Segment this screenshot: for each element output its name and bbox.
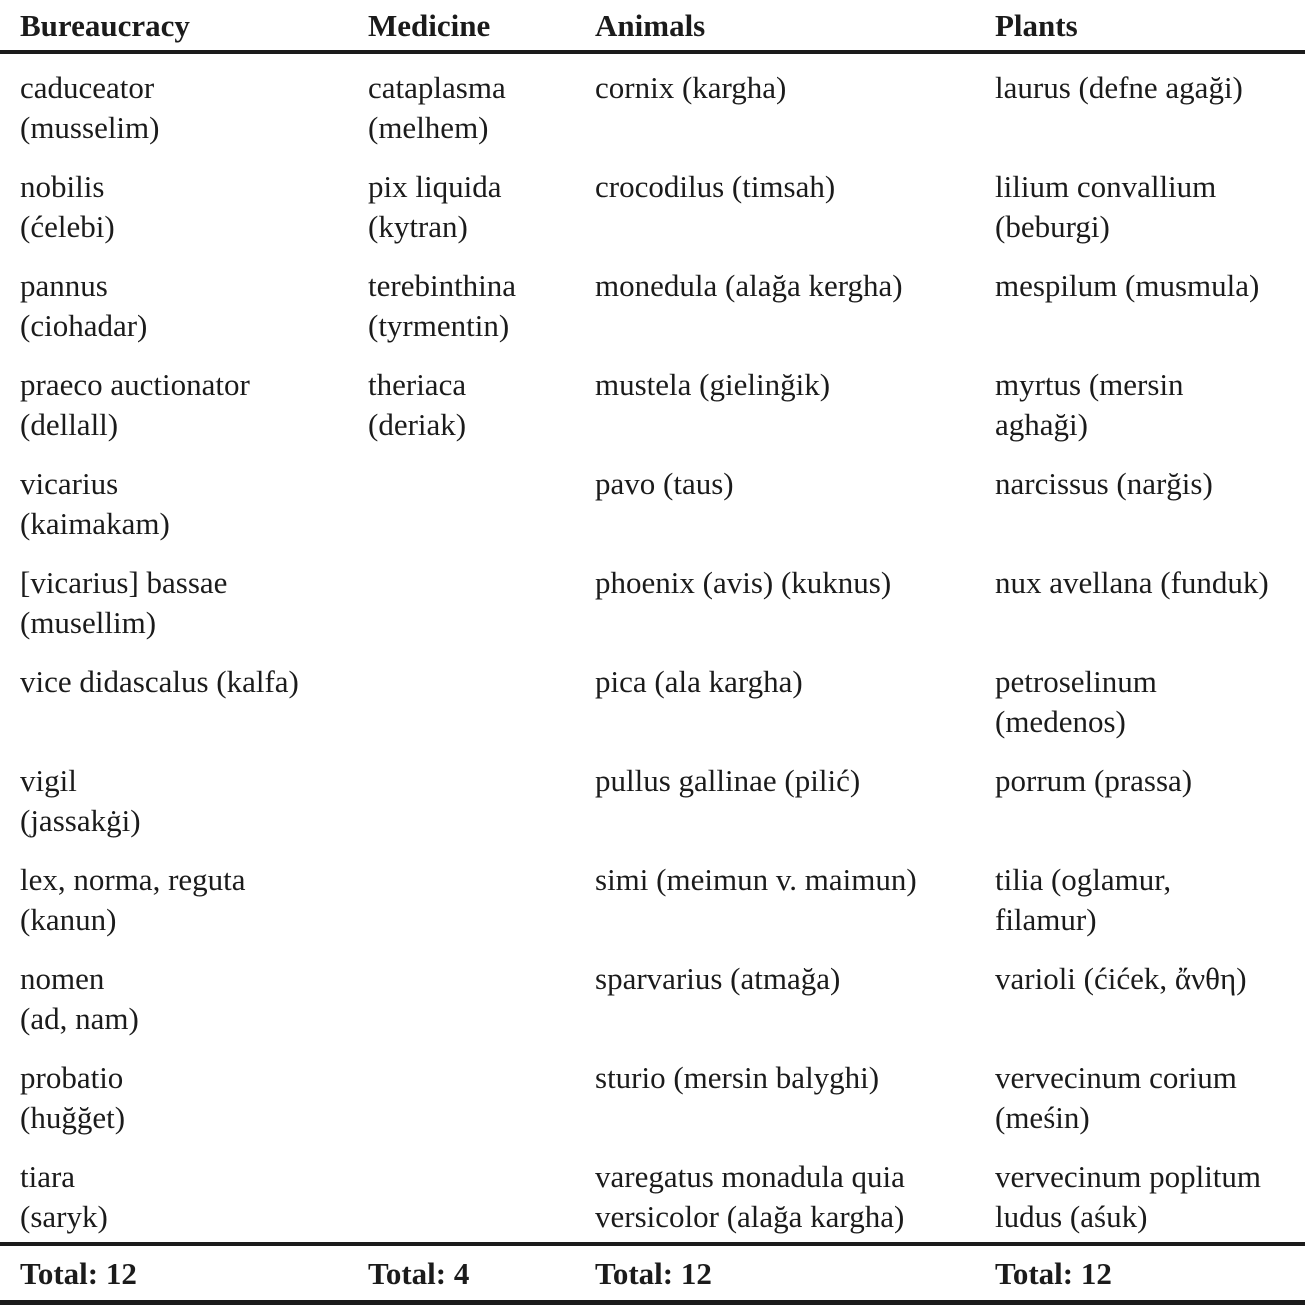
table-row <box>0 1044 1305 1143</box>
column-header-plants: Plants <box>995 8 1078 43</box>
cell-line: nobilis <box>20 169 105 204</box>
cell-line: vice didascalus (kalfa) <box>20 664 299 699</box>
cell-line: pavo (taus) <box>595 466 734 501</box>
table-cell <box>595 1157 995 1237</box>
total-cell-plants: Total: 12 <box>995 1256 1112 1291</box>
cell-line: pannus <box>20 268 108 303</box>
cell-line: nomen <box>20 961 105 996</box>
table-cell <box>595 1058 995 1098</box>
table-cell <box>995 662 1305 742</box>
cell-line: varegatus monadula quia <box>595 1159 905 1194</box>
table-header-row <box>0 0 1305 54</box>
table-cell <box>995 1157 1305 1237</box>
cell-line: mespilum (musmula) <box>995 268 1260 303</box>
total-cell-bureaucracy: Total: 12 <box>20 1256 137 1291</box>
cell-line: vicarius <box>20 466 119 501</box>
cell-line: (ćelebi) <box>20 209 115 244</box>
cell-line: probatio <box>20 1060 124 1095</box>
cell-line: porrum (prassa) <box>995 763 1193 798</box>
table-cell <box>368 266 595 346</box>
table-cell <box>995 860 1305 940</box>
cell-line: (meśin) <box>995 1100 1090 1135</box>
cell-line: (ad, nam) <box>20 1001 139 1036</box>
cell-line: vervecinum corium <box>995 1060 1237 1095</box>
total-cell-medicine: Total: 4 <box>368 1256 470 1291</box>
cell-line: praeco auctionator <box>20 367 250 402</box>
table-row <box>0 846 1305 945</box>
cell-line: (saryk) <box>20 1199 108 1234</box>
table-cell <box>595 266 995 306</box>
cell-line: (huğğet) <box>20 1100 126 1135</box>
table-cell <box>368 68 595 148</box>
table-row <box>0 351 1305 450</box>
cell-line: vervecinum poplitum <box>995 1159 1262 1194</box>
table-cell <box>595 563 995 603</box>
column-header-animals: Animals <box>595 8 706 43</box>
cell-line: pix liquida <box>368 169 502 204</box>
cell-line: laurus (defne agaği) <box>995 70 1243 105</box>
table-cell <box>0 860 368 940</box>
cell-line: tilia (oglamur, <box>995 862 1172 897</box>
cell-line: tiara <box>20 1159 76 1194</box>
cell-line: pullus gallinae (pilić) <box>595 763 861 798</box>
cell-line: myrtus (mersin <box>995 367 1184 402</box>
cell-line: vigil <box>20 763 77 798</box>
cell-line: filamur) <box>995 902 1097 937</box>
cell-line: sparvarius (atmağa) <box>595 961 841 996</box>
table-cell <box>0 662 368 702</box>
cell-line: (kaimakam) <box>20 506 170 541</box>
cell-line: (musellim) <box>20 605 157 640</box>
cell-line: (medenos) <box>995 704 1126 739</box>
table-row <box>0 549 1305 648</box>
cell-line: cataplasma <box>368 70 506 105</box>
table-cell <box>995 464 1305 504</box>
cell-line: aghaği) <box>995 407 1088 442</box>
table-cell <box>595 167 995 207</box>
table-cell <box>0 1058 368 1138</box>
table-cell <box>0 266 368 346</box>
cell-line: mustela (gielinğik) <box>595 367 831 402</box>
cell-line: (tyrmentin) <box>368 308 510 343</box>
cell-line: nux avellana (funduk) <box>995 565 1269 600</box>
cell-line: (musselim) <box>20 110 160 145</box>
cell-line: cornix (kargha) <box>595 70 787 105</box>
table-cell <box>0 761 368 841</box>
cell-line: pica (ala kargha) <box>595 664 803 699</box>
cell-line: caduceator <box>20 70 155 105</box>
table-body <box>0 54 1305 1242</box>
table-cell <box>368 167 595 247</box>
table-total-row <box>0 1242 1305 1305</box>
column-header-medicine: Medicine <box>368 8 491 43</box>
table-cell <box>0 167 368 247</box>
cell-line: (beburgi) <box>995 209 1110 244</box>
table-cell <box>995 365 1305 445</box>
table-cell <box>595 68 995 108</box>
cell-line: (kytran) <box>368 209 468 244</box>
cell-line: monedula (alağa kergha) <box>595 268 903 303</box>
cell-line: varioli (ćićek, ἄνθη) <box>995 961 1247 996</box>
column-header-bureaucracy: Bureaucracy <box>20 8 190 43</box>
cell-line: petroselinum <box>995 664 1157 699</box>
cell-line: (deriak) <box>368 407 467 442</box>
table-cell <box>368 365 595 445</box>
cell-line: (jassakġi) <box>20 803 141 838</box>
cell-line: lilium convallium <box>995 169 1217 204</box>
table-cell <box>995 959 1305 999</box>
table-row <box>0 648 1305 747</box>
table-row <box>0 252 1305 351</box>
cell-line: (kanun) <box>20 902 117 937</box>
cell-line: narcissus (narğis) <box>995 466 1213 501</box>
table-row <box>0 54 1305 153</box>
cell-line: versicolor (alağa kargha) <box>595 1199 905 1234</box>
table-cell <box>595 860 995 900</box>
table-cell <box>995 563 1305 603</box>
table-cell <box>595 662 995 702</box>
table-cell <box>0 563 368 643</box>
table-row <box>0 450 1305 549</box>
cell-line: phoenix (avis) (kuknus) <box>595 565 892 600</box>
table-row <box>0 1143 1305 1242</box>
cell-line: theriaca <box>368 367 467 402</box>
table-cell <box>595 761 995 801</box>
table-row <box>0 153 1305 252</box>
table-cell <box>595 365 995 405</box>
cell-line: sturio (mersin balyghi) <box>595 1060 880 1095</box>
table-cell <box>995 167 1305 247</box>
cell-line: ludus (aśuk) <box>995 1199 1148 1234</box>
table-cell <box>995 266 1305 306</box>
cell-line: crocodilus (timsah) <box>595 169 836 204</box>
cell-line: (ciohadar) <box>20 308 148 343</box>
table-cell <box>595 959 995 999</box>
table-row <box>0 747 1305 846</box>
table-cell <box>0 959 368 1039</box>
cell-line: terebinthina <box>368 268 517 303</box>
table-cell <box>0 464 368 544</box>
table-row <box>0 945 1305 1044</box>
table-cell <box>995 1058 1305 1138</box>
total-cell-animals: Total: 12 <box>595 1256 712 1291</box>
table-cell <box>0 68 368 148</box>
cell-line: (melhem) <box>368 110 489 145</box>
cell-line: [vicarius] bassae <box>20 565 228 600</box>
table-cell <box>0 1157 368 1237</box>
cell-line: simi (meimun v. maimun) <box>595 862 917 897</box>
table-cell <box>995 68 1305 108</box>
cell-line: lex, norma, reguta <box>20 862 246 897</box>
cell-line: (dellall) <box>20 407 119 442</box>
table-cell <box>995 761 1305 801</box>
table-cell <box>0 365 368 445</box>
table-cell <box>595 464 995 504</box>
